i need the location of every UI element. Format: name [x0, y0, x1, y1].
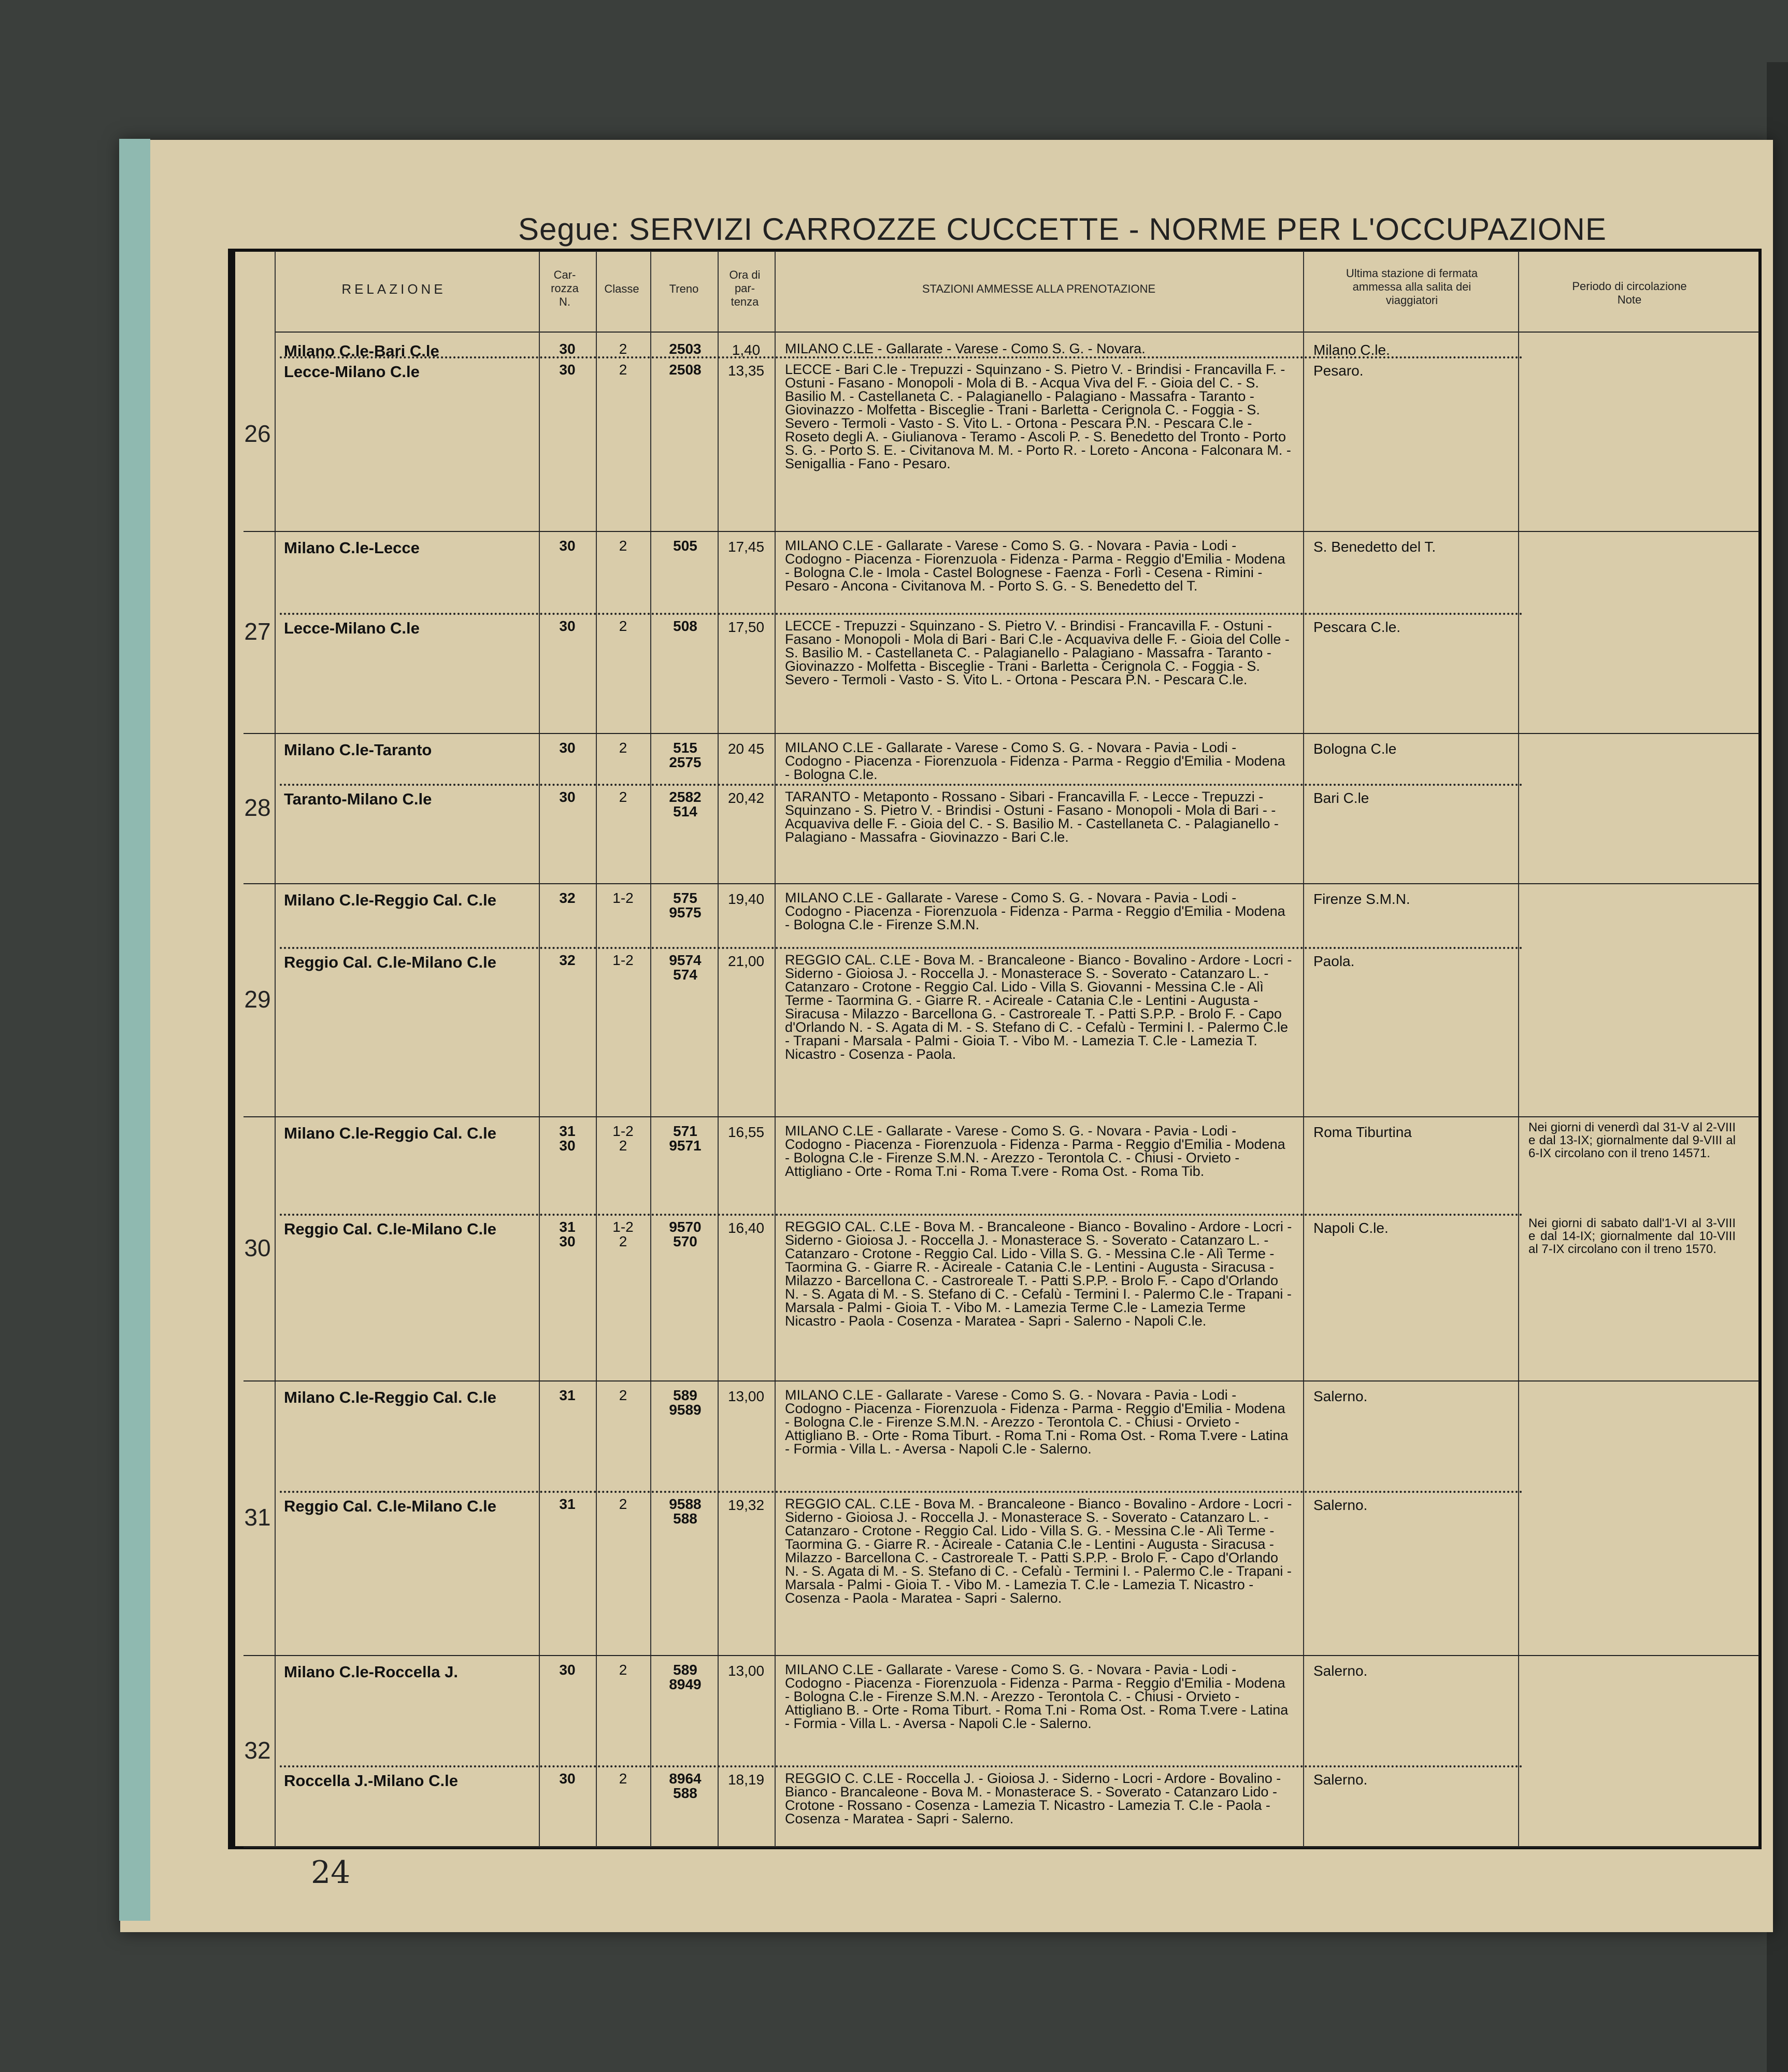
relation-name: Milano C.le-Reggio Cal. C.le — [284, 1124, 496, 1142]
departure-time: 16,40 — [727, 1220, 765, 1236]
header-treno: Treno — [669, 282, 699, 295]
group-number: 27 — [244, 618, 271, 645]
carriage-number: 31 — [559, 1387, 576, 1403]
last-station: Salerno. — [1313, 1772, 1368, 1788]
stations-list: LECCE - Bari C.le - Trepuzzi - Squinzano - S. Pietro V. - Brindisi - Francavilla F. - Ostuni - Fasano - Monopoli - Mola di B. - Acqua Viva del F. - Gioia del C. - S. Basilio M. - Castellaneta C. - Palagianello - Palagiano - Massafra - Taranto - Giovinazzo - Molfetta - Bisceglie - Trani - Barletta - Cerignola C. - Foggia - S. Severo - Termoli - Vasto - S. Vito L. - Ortona - Pescara P.N. - Pescara C.le - Roseto degli A. - Giulianova - Teramo - Ascoli P. - S. Benedetto del Tronto - Porto S. G. - Porto S. E. - Civitanova M. M. - Porto R. - Loreto - Ancona - Falconara M. - Senigallia - Fano - Pesaro. — [785, 362, 1291, 471]
page-title: Segue: SERVIZI CARROZZE CUCCETTE - NORME PER L'OCCUPAZIONE — [518, 212, 1607, 247]
relation-name: Lecce-Milano C.le — [284, 619, 420, 637]
train-number: 8964 588 — [669, 1771, 702, 1801]
last-station: Salerno. — [1313, 1497, 1368, 1513]
circulation-note: Nei giorni di venerdì dal 31-V al 2-VIII e dal 13-IX; giornalmente dal 9-VIII al 6-IX circolano con il treno 14571. — [1528, 1120, 1736, 1160]
class-value: 1-2 — [612, 890, 634, 906]
departure-time: 19,32 — [727, 1497, 765, 1513]
header-ora: Ora di par- tenza — [729, 268, 761, 308]
carriage-number: 30 — [559, 1771, 576, 1787]
col-rule — [596, 251, 597, 1847]
carriage-number: 32 — [559, 952, 576, 968]
carriage-number: 31 30 — [559, 1219, 576, 1249]
group-separator — [244, 733, 1759, 734]
group-separator — [244, 1847, 1759, 1848]
train-number: 575 9575 — [669, 890, 702, 920]
group-number: 26 — [244, 420, 271, 447]
header-relazione: RELAZIONE — [341, 281, 446, 297]
header-carrozza: Car- rozza N. — [551, 268, 579, 308]
stations-list: MILANO C.LE - Gallarate - Varese - Como S. G. - Novara - Pavia - Lodi - Codogno - Piacenza - Fiorenzuola - Fidenza - Parma - Reggio d'Emilia - Modena - Bologna C.le. — [785, 740, 1285, 782]
relation-name: Milano C.le-Reggio Cal. C.le — [284, 891, 496, 909]
relation-name: Roccella J.-Milano C.le — [284, 1772, 458, 1790]
stations-list: MILANO C.LE - Gallarate - Varese - Como S. G. - Novara - Pavia - Lodi - Codogno - Piacenza - Fiorenzuola - Fidenza - Parma - Reggio d'Emilia - Modena - Bologna C.le - Imola - Castel Bolognese - Faenza - Forlì - Cesena - Rimini - Pesaro - Ancona - Civitanova M. - Porto S. G. - S. Benedetto del T. — [785, 538, 1285, 594]
carriage-number: 30 — [559, 740, 576, 756]
group-separator — [244, 1655, 1759, 1656]
relation-name: Milano C.le-Taranto — [284, 741, 432, 759]
departure-time: 17,45 — [727, 539, 765, 555]
departure-time: 1,40 — [732, 342, 761, 358]
class-value: 1-2 2 — [612, 1123, 634, 1154]
stations-list: LECCE - Trepuzzi - Squinzano - S. Pietro V. - Brindisi - Francavilla F. - Ostuni - Fasano - Monopoli - Mola di Bari - Bari C.le - Acquaviva delle F. - Gioia del Colle - S. Basilio M. - Castellaneta C. - Palagianello - Palagiano - Massafra - Taranto - Giovinazzo - Molfetta - Bisceglie - Trani - Barletta - Cerignola C. - Foggia - S. Severo - Termoli - Vasto - S. Vito L. - Ortona - Pescara P.N. - Pescara C.le. — [785, 618, 1290, 687]
col-rule — [1518, 251, 1519, 1847]
departure-time: 18,19 — [727, 1772, 765, 1788]
last-station: Firenze S.M.N. — [1313, 891, 1410, 907]
page-edge — [119, 139, 150, 1921]
relation-name: Milano C.le-Reggio Cal. C.le — [284, 1388, 496, 1406]
class-value: 2 — [619, 1771, 627, 1787]
stations-list: REGGIO C. C.LE - Roccella J. - Gioiosa J. - Siderno - Locri - Ardore - Bovalino - Bianco - Brancaleone - Bova M. - Monasterace S. - Soverato - Catanzaro Lido - Crotone - Rossano - Cosenza - Lamezia T. Nicastro - Lamezia T. C.le - Paola - Cosenza - Maratea - Sapri - Salerno. — [785, 1771, 1281, 1826]
train-number: 9570 570 — [669, 1219, 702, 1249]
relation-name: Taranto-Milano C.le — [284, 790, 432, 808]
group-number: 29 — [244, 986, 271, 1013]
train-number: 9588 588 — [669, 1496, 702, 1527]
last-station: Paola. — [1313, 953, 1355, 969]
train-number: 589 9589 — [669, 1387, 702, 1418]
stations-list: REGGIO CAL. C.LE - Bova M. - Brancaleone - Bianco - Bovalino - Ardore - Locri - Siderno - Gioiosa J. - Roccella J. - Monasterace S. - Soverato - Catanzaro L. - Catanzaro - Crotone - Reggio Cal. Lido - Villa S. G. - Messina C.le - Alì Terme - Taormina G. - Giarre R. - Acireale - Catania C.le - Lentini - Augusta - Siracusa - Milazzo - Barcellona C. - Castroreale T. - Patti S.P.P. - Brolo F. - Capo d'Orlando N. - S. Agata di M. - S. Stefano di C. - Cefalù - Termini I. - Palermo C.le - Trapani - Marsala - Palmi - Gioia T. - Vibo M. - Lamezia T. C.le - Lamezia T. Nicastro - Cosenza - Paola - Maratea - Sapri - Salerno. — [785, 1496, 1292, 1606]
row-separator — [280, 1491, 1523, 1493]
group-number: 30 — [244, 1234, 271, 1261]
carriage-number: 30 — [559, 789, 576, 805]
stations-list: MILANO C.LE - Gallarate - Varese - Como S. G. - Novara - Pavia - Lodi - Codogno - Piacenza - Fiorenzuola - Fidenza - Parma - Reggio d'Emilia - Modena - Bologna C.le - Firenze S.M.N. - Arezzo - Terontola C. - Chiusi - Orvieto - Attigliano B. - Orte - Roma Tiburt. - Roma T.ni - Roma Ost. - Roma T.vere - Latina - Formia - Villa L. - Aversa - Napoli C.le - Salerno. — [785, 1662, 1289, 1731]
col-rule — [718, 251, 719, 1847]
last-station: Salerno. — [1313, 1388, 1368, 1404]
train-number: 2508 — [669, 362, 702, 378]
train-number: 515 2575 — [669, 740, 702, 770]
carriage-number: 31 — [559, 1496, 576, 1512]
departure-time: 17,50 — [727, 619, 765, 635]
stations-list: REGGIO CAL. C.LE - Bova M. - Brancaleone - Bianco - Bovalino - Ardore - Locri - Siderno - Gioiosa J. - Roccella J. - Monasterace S. - Soverato - Catanzaro L. - Catanzaro - Crotone - Reggio Cal. Lido - Villa S. G. - Messina C.le - Alì Terme - Taormina G. - Giarre R. - Acireale - Catania C.le - Lentini - Augusta - Siracusa - Milazzo - Barcellona C. - Castroreale T. - Patti S.P.P. - Brolo F. - Capo d'Orlando N. - S. Agata di M. - S. Stefano di C. - Cefalù - Termini I. - Palermo C.le - Trapani - Marsala - Palmi - Gioia T. - Vibo M. - Lamezia Terme C.le - Lamezia Terme Nicastro - Paola - Cosenza - Maratea - Sapri - Salerno - Napoli C.le. — [785, 1219, 1292, 1329]
relation-name: Milano C.le-Lecce — [284, 539, 420, 557]
group-number: 32 — [244, 1737, 271, 1764]
relation-name: Reggio Cal. C.le-Milano C.le — [284, 1497, 496, 1515]
circulation-note: Nei giorni di sabato dall'1-VI al 3-VIII e dal 14-IX; giornalmente dal 10-VIII al 7-IX circolano con il treno 1570. — [1528, 1216, 1736, 1256]
departure-time: 19,40 — [727, 891, 765, 907]
train-number: 2503 — [669, 341, 702, 357]
row-separator — [280, 1214, 1523, 1216]
row-separator — [280, 613, 1523, 615]
stations-list: MILANO C.LE - Gallarate - Varese - Como S. G. - Novara - Pavia - Lodi - Codogno - Piacenza - Fiorenzuola - Fidenza - Parma - Reggio d'Emilia - Modena - Bologna C.le - Firenze S.M.N. - Arezzo - Terontola C. - Chiusi - Orvieto - Attigliano - Orte - Roma T.ni - Roma T.vere - Roma Ost. - Roma Tib. — [785, 1123, 1285, 1179]
group-separator — [244, 1116, 1759, 1117]
class-value: 2 — [619, 1662, 627, 1678]
carriage-number: 32 — [559, 890, 576, 906]
last-station: Napoli C.le. — [1313, 1220, 1389, 1236]
relation-name: Milano C.le-Bari C.le — [284, 342, 439, 360]
group-separator — [244, 531, 1759, 532]
relation-name: Reggio Cal. C.le-Milano C.le — [284, 1220, 496, 1238]
departure-time: 20 45 — [727, 741, 765, 757]
relation-name: Lecce-Milano C.le — [284, 363, 420, 381]
train-number: 2582 514 — [669, 789, 702, 819]
col-rule — [650, 251, 651, 1847]
header-classe: Classe — [604, 282, 639, 295]
departure-time: 20,42 — [727, 790, 765, 806]
last-station: Milano C.le. — [1313, 342, 1390, 358]
group-separator — [244, 1380, 1759, 1382]
departure-time: 13,35 — [727, 363, 765, 379]
last-station: S. Benedetto del T. — [1313, 539, 1436, 555]
col-rule — [775, 251, 776, 1847]
stations-list: MILANO C.LE - Gallarate - Varese - Como S. G. - Novara. — [785, 341, 1146, 356]
train-number: 571 9571 — [669, 1123, 702, 1154]
group-number: 28 — [244, 794, 271, 821]
carriage-number: 30 — [559, 1662, 576, 1678]
class-value: 2 — [619, 1496, 627, 1512]
relation-name: Reggio Cal. C.le-Milano C.le — [284, 953, 496, 971]
stations-list: REGGIO CAL. C.LE - Bova M. - Brancaleone - Bianco - Bovalino - Ardore - Locri - Siderno - Gioiosa J. - Roccella J. - Monasterace S. - Soverato - Catanzaro L. - Catanzaro - Crotone - Reggio Cal. Lido - Villa S. Giovanni - Messina C.le - Alì Terme - Taormina G. - Giarre R. - Acireale - Catania C.le - Lentini - Augusta - Siracusa - Milazzo - Barcellona G. - Castroreale T. - Patti S.P.P. - Brolo F. - Capo d'Orlando N. - S. Agata di M. - S. Stefano di C. - Cefalù - Termini I. - Palermo C.le - Trapani - Marsala - Palmi - Gioia T. - Vibo M. - Lamezia T. C.le - Lamezia T. Nicastro - Cosenza - Paola. — [785, 952, 1292, 1062]
carriage-number: 31 30 — [559, 1123, 576, 1154]
class-value: 2 — [619, 789, 627, 805]
class-value: 2 — [619, 740, 627, 756]
carriage-number: 30 — [559, 538, 576, 554]
train-number: 9574 574 — [669, 952, 702, 983]
relation-name: Milano C.le-Roccella J. — [284, 1663, 458, 1681]
last-station: Pesaro. — [1313, 363, 1364, 379]
departure-time: 21,00 — [727, 953, 765, 969]
group-number: 31 — [244, 1504, 271, 1531]
row-separator — [280, 947, 1523, 949]
train-number: 508 — [673, 618, 697, 634]
class-value: 2 — [619, 538, 627, 554]
class-value: 1-2 — [612, 952, 634, 968]
row-separator — [280, 356, 1523, 358]
last-station: Salerno. — [1313, 1663, 1368, 1679]
row-separator — [280, 1765, 1523, 1767]
header-periodo: Periodo di circolazione Note — [1572, 280, 1687, 306]
col-rule — [1303, 251, 1304, 1847]
carriage-number: 30 — [559, 362, 576, 378]
class-value: 2 — [619, 1387, 627, 1403]
last-station: Bari C.le — [1313, 790, 1369, 806]
carriage-number: 30 — [559, 341, 576, 357]
departure-time: 16,55 — [727, 1124, 765, 1140]
col-rule — [539, 251, 540, 1847]
class-value: 1-2 2 — [612, 1219, 634, 1249]
header-ultima: Ultima stazione di fermata ammessa alla salita dei viaggiatori — [1346, 267, 1478, 307]
last-station: Bologna C.le — [1313, 741, 1397, 757]
carriage-number: 30 — [559, 618, 576, 634]
class-value: 2 — [619, 362, 627, 378]
col-rule — [275, 251, 276, 1847]
stations-list: MILANO C.LE - Gallarate - Varese - Como S. G. - Novara - Pavia - Lodi - Codogno - Piacenza - Fiorenzuola - Fidenza - Parma - Reggio d'Emilia - Modena - Bologna C.le - Firenze S.M.N. — [785, 890, 1285, 932]
group-separator — [244, 883, 1759, 884]
last-station: Pescara C.le. — [1313, 619, 1401, 635]
row-separator — [280, 784, 1523, 786]
stations-list: TARANTO - Metaponto - Rossano - Sibari - Francavilla F. - Lecce - Trepuzzi - Squinzano - S. Pietro V. - Brindisi - Ostuni - Fasano - Monopoli - Mola di Bari - - Acquaviva delle F. - Gioia del C. - S. Basilio M. - Castellaneta C. - Palagianello - Palagiano - Massafra - Giovinazzo - Bari C.le. — [785, 789, 1279, 845]
header-stazioni: STAZIONI AMMESSE ALLA PRENOTAZIONE — [922, 282, 1156, 295]
class-value: 2 — [619, 618, 627, 634]
class-value: 2 — [619, 341, 627, 357]
train-number: 589 8949 — [669, 1662, 702, 1692]
header-rule — [275, 332, 1759, 333]
page-number: 24 — [311, 1854, 351, 1891]
train-number: 505 — [673, 538, 697, 554]
stations-list: MILANO C.LE - Gallarate - Varese - Como S. G. - Novara - Pavia - Lodi - Codogno - Piacenza - Fiorenzuola - Fidenza - Parma - Reggio d'Emilia - Modena - Bologna C.le - Firenze S.M.N. - Arezzo - Terontola C. - Chiusi - Orvieto - Attigliano B. - Orte - Roma Tiburt. - Roma T.ni - Roma Ost. - Roma T.vere - Latina - Formia - Villa L. - Aversa - Napoli C.le - Salerno. — [785, 1387, 1289, 1457]
departure-time: 13,00 — [727, 1663, 765, 1679]
departure-time: 13,00 — [727, 1388, 765, 1404]
last-station: Roma Tiburtina — [1313, 1124, 1412, 1140]
